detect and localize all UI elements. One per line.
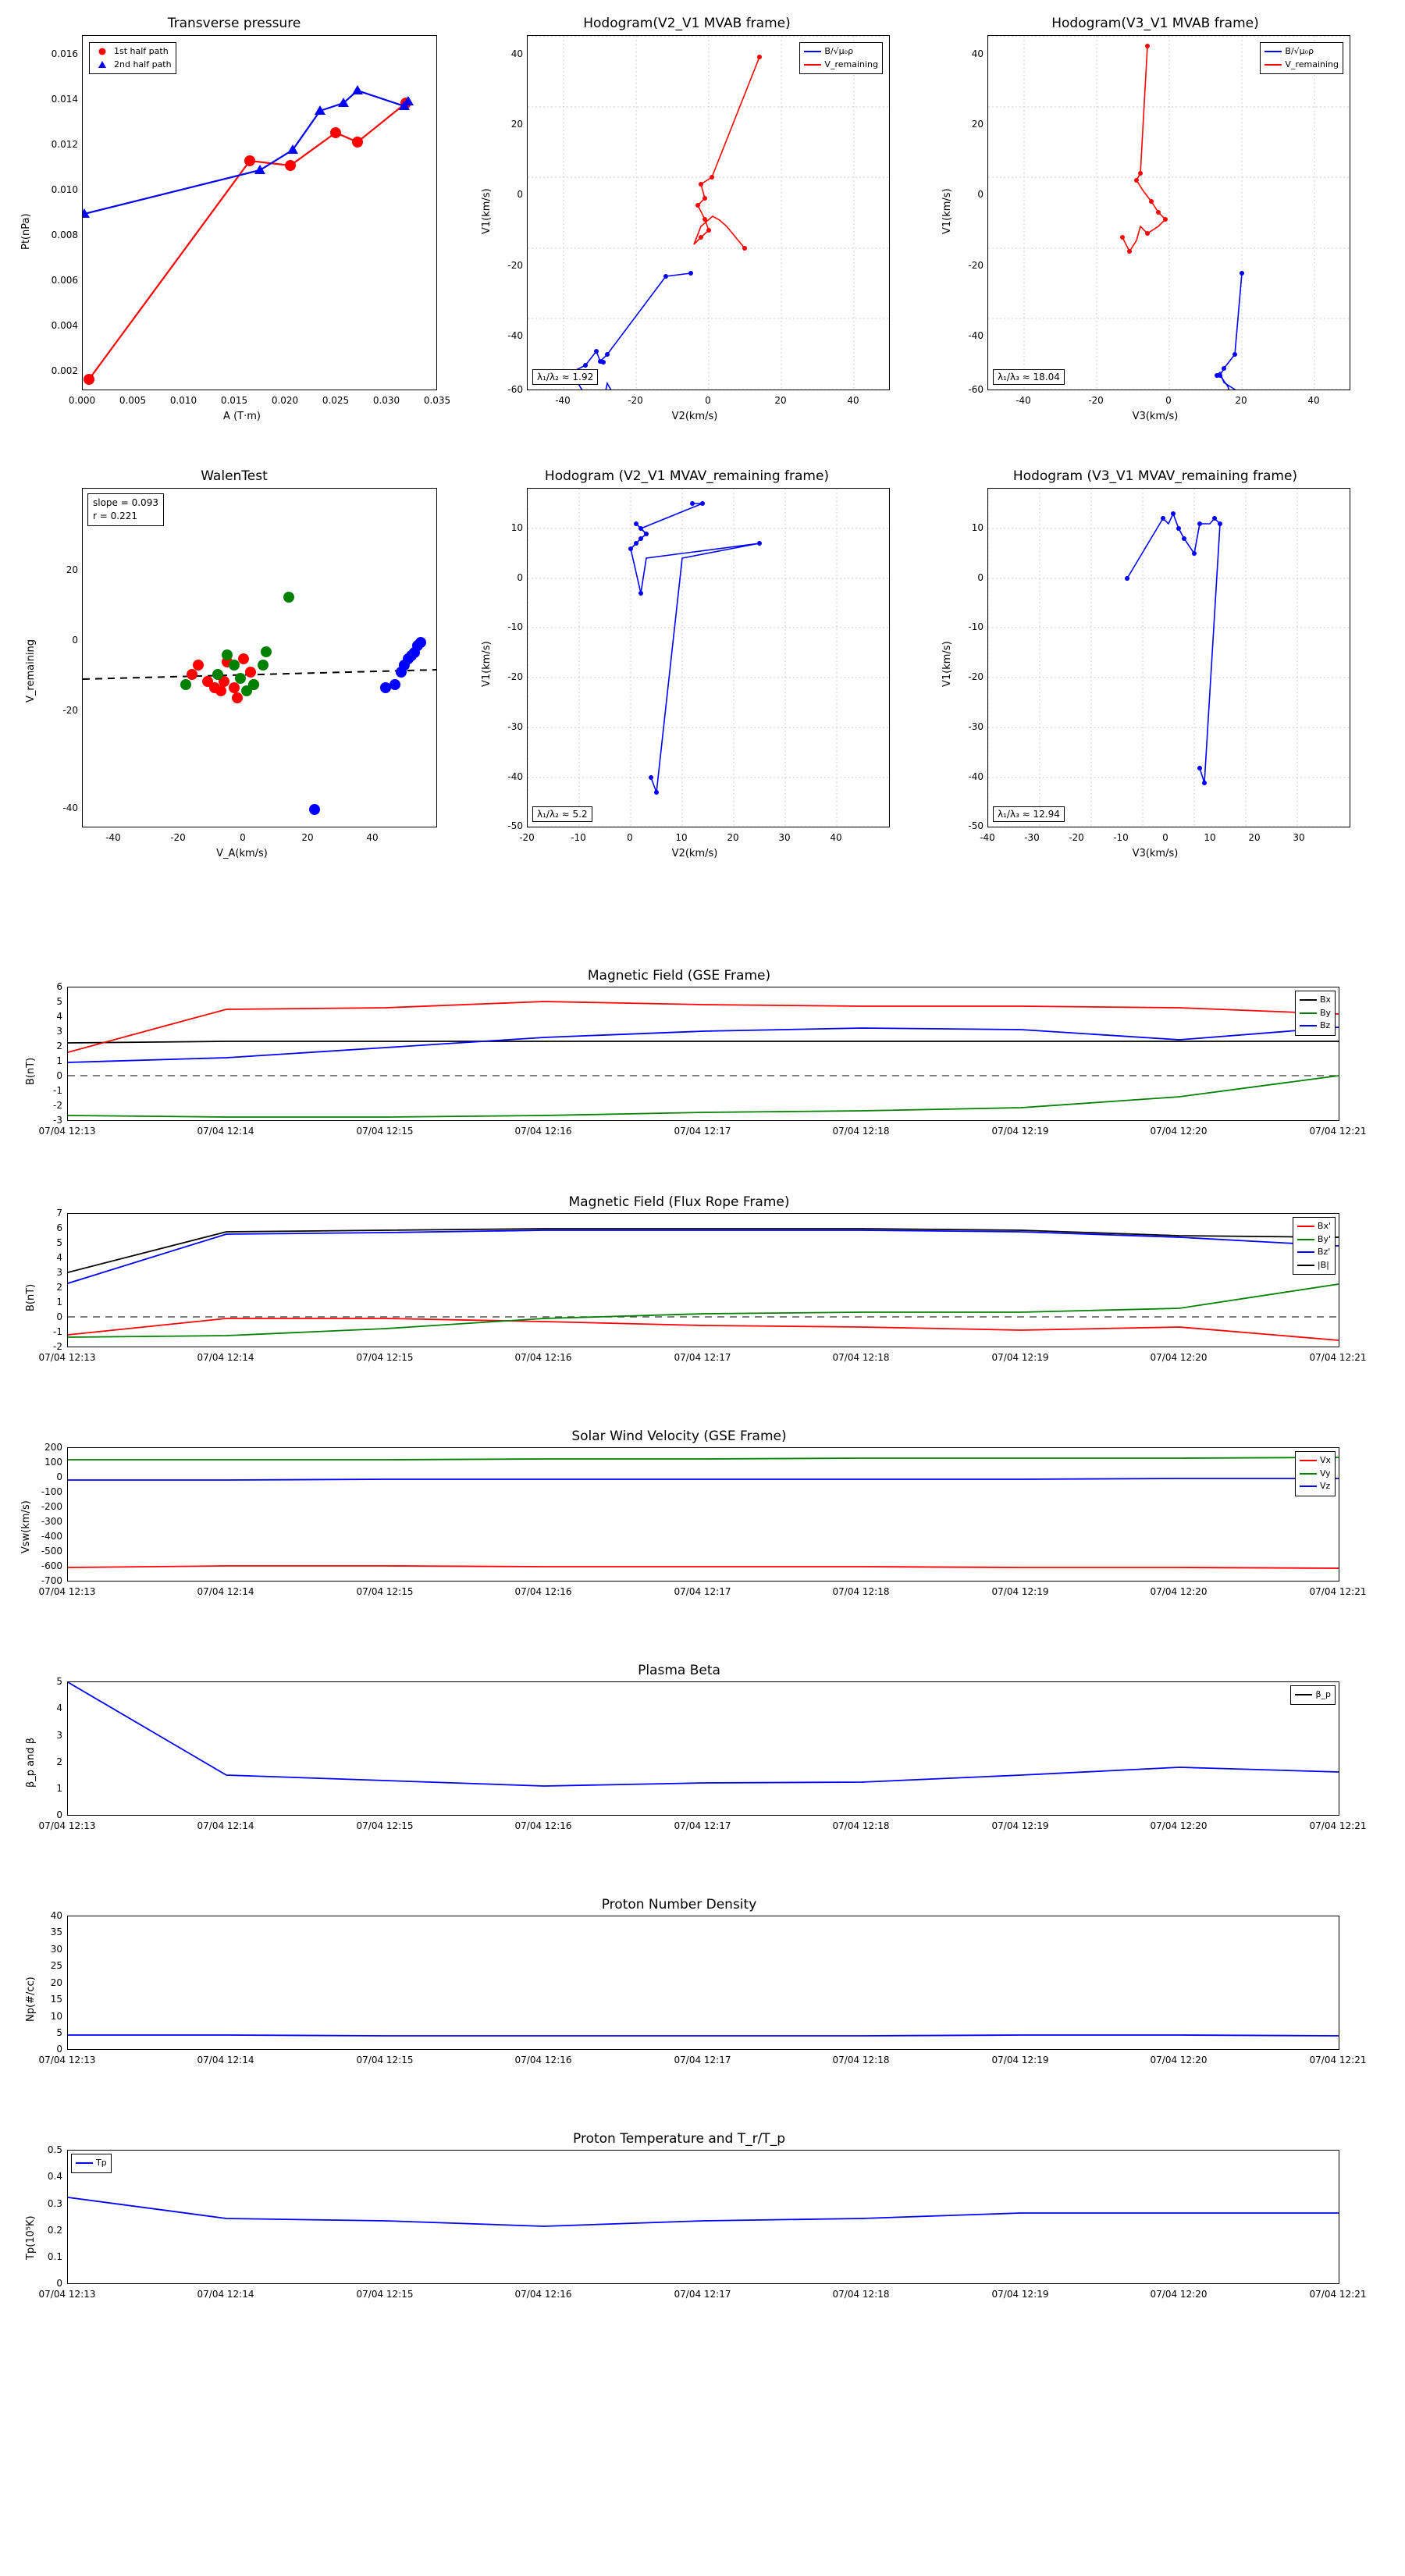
r-value: r = 0.221 [93, 510, 137, 521]
circle-marker-icon [94, 48, 111, 55]
plot-area [527, 488, 890, 827]
y-tick: -200 [41, 1501, 62, 1512]
legend [1290, 1685, 1336, 1705]
x-tick: 0 [705, 395, 711, 406]
y-tick: -1 [53, 1326, 62, 1337]
x-tick: 0.000 [68, 395, 96, 406]
series-canvas [988, 489, 1350, 827]
y-axis-label: V1(km/s) [481, 641, 493, 687]
line-swatch [76, 2162, 93, 2164]
line-swatch [1295, 1694, 1312, 1695]
panel-title: Hodogram (V2_V1 MVAV_remaining frame) [544, 468, 830, 484]
x-tick: 07/04 12:17 [674, 1352, 731, 1363]
legend-item: Vx [1300, 1454, 1331, 1468]
triangle-marker-icon [94, 61, 111, 69]
plot-area [67, 2150, 1339, 2284]
x-axis-label: V2(km/s) [671, 411, 718, 422]
panel-title: Transverse pressure [167, 16, 301, 31]
plot-area [82, 35, 437, 390]
line-swatch [1297, 1239, 1314, 1240]
series-canvas [68, 2151, 1339, 2283]
x-tick: 07/04 12:16 [514, 2055, 572, 2065]
series-canvas [68, 1448, 1339, 1581]
line-swatch [1264, 64, 1282, 66]
panel-proton-temperature [16, 2131, 1389, 2326]
x-tick: 40 [1307, 395, 1320, 406]
panel-proton-number-density [16, 1897, 1389, 2092]
x-tick: 07/04 12:16 [514, 1820, 572, 1831]
x-tick: 07/04 12:15 [356, 2055, 414, 2065]
x-tick: 07/04 12:18 [832, 2289, 890, 2300]
y-tick: 1 [56, 1055, 62, 1066]
x-tick: 0.030 [372, 395, 400, 406]
y-tick: 20 [971, 119, 984, 130]
legend [799, 42, 883, 74]
x-tick: -40 [105, 832, 121, 843]
x-tick: 0 [627, 832, 633, 843]
x-tick: 07/04 12:15 [356, 1586, 414, 1597]
plot-area [987, 488, 1350, 827]
legend-item: Bz [1300, 1019, 1331, 1033]
line-swatch [1300, 999, 1317, 1001]
y-tick: 15 [50, 1994, 62, 2005]
x-tick: 07/04 12:16 [514, 1352, 572, 1363]
y-tick: -500 [41, 1546, 62, 1557]
eigenvalue-ratio-annotation: λ₁/λ₂ ≈ 1.92 [532, 369, 598, 385]
x-axis-label: V3(km/s) [1132, 848, 1179, 859]
x-tick: 0.005 [119, 395, 147, 406]
x-tick: 07/04 12:14 [197, 1126, 254, 1137]
y-tick: -2 [53, 1100, 62, 1111]
legend-item: By' [1297, 1233, 1331, 1247]
y-tick: -3 [53, 1115, 62, 1126]
x-tick: 0.010 [169, 395, 197, 406]
y-tick: 0 [977, 189, 984, 200]
x-tick: 07/04 12:14 [197, 1352, 254, 1363]
x-tick: 07/04 12:13 [38, 2055, 96, 2065]
legend [1295, 991, 1336, 1036]
series-canvas [68, 1916, 1339, 2049]
legend-item: Bx' [1297, 1220, 1331, 1233]
line-swatch [804, 51, 821, 52]
x-tick: 07/04 12:17 [674, 2289, 731, 2300]
x-axis-label: V_A(km/s) [216, 848, 268, 859]
y-tick: 25 [50, 1960, 62, 1971]
x-tick: 20 [727, 832, 739, 843]
series-canvas [528, 489, 889, 827]
y-tick: 3 [56, 1730, 62, 1741]
y-tick: 2 [56, 1756, 62, 1767]
y-tick: -20 [968, 671, 984, 682]
x-tick: 10 [1204, 832, 1216, 843]
x-tick: 40 [830, 832, 842, 843]
y-tick: -40 [507, 771, 523, 782]
y-tick: 3 [56, 1267, 62, 1278]
x-tick: 07/04 12:19 [991, 1126, 1049, 1137]
y-tick: -10 [968, 621, 984, 632]
series-canvas [83, 36, 436, 390]
y-tick: 0.002 [51, 365, 78, 376]
fit-stats-box [87, 493, 164, 526]
y-tick: -20 [968, 260, 984, 271]
legend-item: V_remaining [804, 59, 878, 72]
panel-title: Plasma Beta [638, 1663, 720, 1678]
y-tick: 0.1 [47, 2251, 62, 2262]
x-tick: 07/04 12:19 [991, 1820, 1049, 1831]
panel-hodogram-v2v1-mvab [468, 16, 905, 429]
y-tick: 0.016 [51, 48, 78, 59]
panel-magnetic-field-flux-rope [16, 1194, 1389, 1389]
y-tick: 7 [56, 1208, 62, 1219]
line-swatch [1297, 1251, 1314, 1253]
x-tick: 07/04 12:13 [38, 1352, 96, 1363]
y-tick: -30 [507, 721, 523, 732]
y-tick: 0.014 [51, 94, 78, 105]
panel-walen-test [16, 468, 453, 874]
line-swatch [1297, 1226, 1314, 1227]
y-tick: 1 [56, 1297, 62, 1308]
x-tick: 30 [778, 832, 791, 843]
legend-item: Vz [1300, 1480, 1331, 1493]
y-tick: 5 [56, 2027, 62, 2038]
legend-item: 1st half path [94, 45, 172, 59]
legend-item: |B| [1297, 1259, 1331, 1272]
x-tick: 0 [1165, 395, 1172, 406]
x-tick: 0.025 [322, 395, 350, 406]
y-tick: 0 [517, 189, 523, 200]
y-tick: -1 [53, 1085, 62, 1096]
line-swatch [1300, 1485, 1317, 1487]
y-tick: -30 [968, 721, 984, 732]
x-tick: 20 [1235, 395, 1247, 406]
x-tick: 07/04 12:13 [38, 1586, 96, 1597]
x-tick: 07/04 12:15 [356, 1352, 414, 1363]
panel-title: Solar Wind Velocity (GSE Frame) [571, 1429, 787, 1444]
legend [89, 42, 176, 74]
x-tick: 07/04 12:13 [38, 1820, 96, 1831]
plot-area [82, 488, 437, 827]
panel-transverse-pressure [16, 16, 453, 429]
x-tick: 20 [301, 832, 314, 843]
y-axis-label: Np(#/cc) [25, 1976, 37, 2022]
y-tick: 1 [56, 1783, 62, 1794]
legend-item: V_remaining [1264, 59, 1339, 72]
x-tick: -20 [1069, 832, 1084, 843]
x-tick: -20 [170, 832, 186, 843]
x-tick: 07/04 12:18 [832, 1586, 890, 1597]
y-axis-label: V1(km/s) [941, 188, 953, 234]
x-tick: 07/04 12:13 [38, 1126, 96, 1137]
y-tick: 0 [56, 2278, 62, 2289]
y-tick: -100 [41, 1486, 62, 1497]
panel-title: Magnetic Field (GSE Frame) [587, 968, 771, 984]
x-tick: 40 [366, 832, 379, 843]
line-swatch [1300, 1473, 1317, 1475]
y-tick: 0 [56, 2044, 62, 2055]
series-canvas [68, 1214, 1339, 1347]
line-swatch [1300, 1025, 1317, 1026]
y-tick: 3 [56, 1026, 62, 1037]
y-tick: 200 [44, 1442, 62, 1453]
y-tick: 100 [44, 1457, 62, 1468]
y-tick: 2 [56, 1041, 62, 1051]
x-tick: 07/04 12:20 [1150, 1352, 1208, 1363]
panel-solar-wind-velocity [16, 1429, 1389, 1624]
y-tick: 0 [56, 1311, 62, 1322]
x-tick: 07/04 12:18 [832, 1352, 890, 1363]
line-swatch [1300, 1460, 1317, 1461]
x-tick: 07/04 12:15 [356, 1126, 414, 1137]
y-tick: 0.2 [47, 2225, 62, 2236]
y-tick: -40 [968, 330, 984, 341]
y-tick: 0 [977, 572, 984, 583]
panel-title: WalenTest [201, 468, 268, 484]
y-tick: 40 [510, 48, 523, 59]
y-tick: 10 [971, 522, 984, 533]
eigenvalue-ratio-annotation: λ₁/λ₃ ≈ 12.94 [993, 806, 1065, 822]
y-tick: 0.004 [51, 320, 78, 331]
x-tick: -40 [980, 832, 995, 843]
panel-hodogram-v3v1-mvab [929, 16, 1382, 429]
y-tick: -400 [41, 1531, 62, 1542]
y-tick: 5 [56, 1676, 62, 1687]
y-tick: 20 [50, 1977, 62, 1988]
x-tick: 07/04 12:17 [674, 2055, 731, 2065]
y-tick: 0.5 [47, 2144, 62, 2155]
x-tick: 07/04 12:21 [1309, 2055, 1367, 2065]
x-tick: 0.015 [220, 395, 248, 406]
y-tick: 20 [66, 564, 78, 575]
x-tick: 07/04 12:13 [38, 2289, 96, 2300]
plot-area [987, 35, 1350, 390]
y-tick: 35 [50, 1927, 62, 1937]
legend [1260, 42, 1343, 74]
x-tick: 07/04 12:20 [1150, 2289, 1208, 2300]
series-canvas [68, 987, 1339, 1120]
x-tick: -40 [555, 395, 571, 406]
slope-value: slope = 0.093 [93, 497, 158, 508]
legend-item: β_p [1295, 1688, 1331, 1702]
panel-title: Hodogram(V3_V1 MVAB frame) [1051, 16, 1259, 31]
y-tick: 5 [56, 996, 62, 1007]
y-tick: 0 [56, 1809, 62, 1820]
legend-item: B/√μ₀ρ [1264, 45, 1339, 59]
x-tick: 07/04 12:17 [674, 1126, 731, 1137]
eigenvalue-ratio-annotation: λ₁/λ₂ ≈ 5.2 [532, 806, 592, 822]
y-tick: 0.010 [51, 184, 78, 195]
series-canvas [988, 36, 1350, 390]
x-tick: 07/04 12:21 [1309, 2289, 1367, 2300]
y-axis-label: B(nT) [25, 1057, 37, 1085]
x-axis-label: V3(km/s) [1132, 411, 1179, 422]
y-tick: -60 [507, 384, 523, 395]
x-tick: 07/04 12:21 [1309, 1352, 1367, 1363]
y-tick: 0.008 [51, 229, 78, 240]
y-tick: 30 [50, 1944, 62, 1955]
y-tick: 10 [510, 522, 523, 533]
y-tick: 40 [50, 1910, 62, 1921]
y-tick: 0 [56, 1070, 62, 1081]
y-tick: 4 [56, 1703, 62, 1713]
x-tick: -10 [571, 832, 586, 843]
x-tick: -30 [1024, 832, 1040, 843]
y-tick: -600 [41, 1560, 62, 1571]
x-axis-label: A (T·m) [223, 411, 261, 422]
x-tick: 07/04 12:16 [514, 1126, 572, 1137]
y-tick: 0 [517, 572, 523, 583]
panel-title: Hodogram(V2_V1 MVAB frame) [583, 16, 791, 31]
y-tick: -40 [62, 802, 78, 813]
x-tick: 07/04 12:14 [197, 2055, 254, 2065]
x-tick: 07/04 12:17 [674, 1820, 731, 1831]
y-tick: -10 [507, 621, 523, 632]
panel-title: Magnetic Field (Flux Rope Frame) [568, 1194, 790, 1210]
y-tick: 0 [56, 1471, 62, 1482]
series-canvas [68, 1682, 1339, 1815]
y-tick: -40 [968, 771, 984, 782]
x-tick: -20 [519, 832, 535, 843]
y-tick: 4 [56, 1252, 62, 1263]
y-tick: -20 [507, 260, 523, 271]
x-tick: 10 [675, 832, 688, 843]
y-axis-label: Tp(10⁵K) [25, 2215, 37, 2260]
line-swatch [1297, 1265, 1314, 1266]
panel-magnetic-field-gse [16, 968, 1389, 1163]
x-tick: 07/04 12:18 [832, 1126, 890, 1137]
y-tick: -40 [507, 330, 523, 341]
x-tick: 0.020 [271, 395, 299, 406]
panel-hodogram-v2v1-mvav [468, 468, 905, 874]
legend-item: B/√μ₀ρ [804, 45, 878, 59]
y-tick: 0.3 [47, 2198, 62, 2209]
y-tick: 2 [56, 1282, 62, 1293]
plot-area [527, 35, 890, 390]
y-tick: -60 [968, 384, 984, 395]
y-axis-label: Vsw(km/s) [20, 1500, 32, 1553]
x-tick: 0.035 [423, 395, 451, 406]
x-tick: 07/04 12:15 [356, 1820, 414, 1831]
x-tick: 07/04 12:19 [991, 2055, 1049, 2065]
x-tick: 07/04 12:20 [1150, 1126, 1208, 1137]
x-tick: 07/04 12:14 [197, 1820, 254, 1831]
x-tick: 0 [1162, 832, 1168, 843]
line-swatch [1264, 51, 1282, 52]
y-tick: -50 [507, 820, 523, 831]
y-tick: 0.4 [47, 2171, 62, 2182]
x-tick: -40 [1016, 395, 1031, 406]
x-tick: 07/04 12:16 [514, 1586, 572, 1597]
x-tick: 07/04 12:20 [1150, 1586, 1208, 1597]
y-tick: 6 [56, 981, 62, 992]
y-tick: -20 [62, 705, 78, 716]
x-axis-label: V2(km/s) [671, 848, 718, 859]
eigenvalue-ratio-annotation: λ₁/λ₃ ≈ 18.04 [993, 369, 1065, 385]
x-tick: 20 [1248, 832, 1261, 843]
legend-item: Bz' [1297, 1246, 1331, 1259]
y-axis-label: V_remaining [25, 639, 37, 703]
x-tick: 07/04 12:17 [674, 1586, 731, 1597]
y-tick: 0.012 [51, 139, 78, 150]
y-tick: -2 [53, 1341, 62, 1352]
y-axis-label: β_p and β [25, 1737, 37, 1788]
x-tick: 07/04 12:20 [1150, 1820, 1208, 1831]
panel-plasma-beta [16, 1663, 1389, 1858]
y-tick: 0 [72, 635, 78, 646]
legend-item: Vy [1300, 1468, 1331, 1481]
x-tick: 07/04 12:14 [197, 1586, 254, 1597]
x-tick: 07/04 12:20 [1150, 2055, 1208, 2065]
y-axis-label: V1(km/s) [481, 188, 493, 234]
y-tick: 20 [510, 119, 523, 130]
x-tick: 40 [847, 395, 859, 406]
x-tick: 20 [774, 395, 787, 406]
plot-area [67, 1681, 1339, 1816]
x-tick: 07/04 12:21 [1309, 1820, 1367, 1831]
legend-item: By [1300, 1007, 1331, 1020]
y-tick: 40 [971, 48, 984, 59]
legend-item: 2nd half path [94, 59, 172, 72]
legend-item: Bx [1300, 994, 1331, 1007]
plot-area [67, 1447, 1339, 1582]
panel-title: Proton Number Density [601, 1897, 757, 1912]
x-tick: 30 [1293, 832, 1305, 843]
y-tick: 4 [56, 1011, 62, 1022]
panel-title: Hodogram (V3_V1 MVAV_remaining frame) [1012, 468, 1298, 484]
panel-hodogram-v3v1-mvav [929, 468, 1382, 874]
x-tick: -20 [1088, 395, 1104, 406]
x-tick: -20 [628, 395, 643, 406]
y-axis-label: Pt(nPa) [20, 213, 32, 250]
legend-item: Tp [76, 2157, 107, 2170]
x-tick: 07/04 12:18 [832, 2055, 890, 2065]
x-tick: 0 [240, 832, 246, 843]
x-tick: 07/04 12:19 [991, 1586, 1049, 1597]
legend [71, 2154, 112, 2173]
y-axis-label: V1(km/s) [941, 641, 953, 687]
plot-area [67, 1213, 1339, 1347]
x-tick: 07/04 12:16 [514, 2289, 572, 2300]
legend [1293, 1217, 1336, 1275]
y-tick: -700 [41, 1575, 62, 1586]
x-tick: 07/04 12:18 [832, 1820, 890, 1831]
y-tick: 10 [50, 2011, 62, 2022]
y-tick: -20 [507, 671, 523, 682]
y-tick: 5 [56, 1237, 62, 1248]
x-tick: -10 [1113, 832, 1129, 843]
panel-title: Proton Temperature and T_r/T_p [573, 2131, 785, 2147]
line-swatch [1300, 1012, 1317, 1014]
series-canvas [83, 489, 436, 827]
plot-area [67, 987, 1339, 1121]
x-tick: 07/04 12:14 [197, 2289, 254, 2300]
x-tick: 07/04 12:21 [1309, 1586, 1367, 1597]
y-tick: 6 [56, 1222, 62, 1233]
y-tick: 0.006 [51, 275, 78, 286]
plot-area [67, 1916, 1339, 2050]
x-tick: 07/04 12:19 [991, 1352, 1049, 1363]
legend [1295, 1451, 1336, 1496]
series-canvas [528, 36, 889, 390]
x-tick: 07/04 12:21 [1309, 1126, 1367, 1137]
x-tick: 07/04 12:15 [356, 2289, 414, 2300]
y-tick: -300 [41, 1516, 62, 1527]
line-swatch [804, 64, 821, 66]
y-tick: -50 [968, 820, 984, 831]
x-tick: 07/04 12:19 [991, 2289, 1049, 2300]
y-axis-label: B(nT) [25, 1283, 37, 1311]
